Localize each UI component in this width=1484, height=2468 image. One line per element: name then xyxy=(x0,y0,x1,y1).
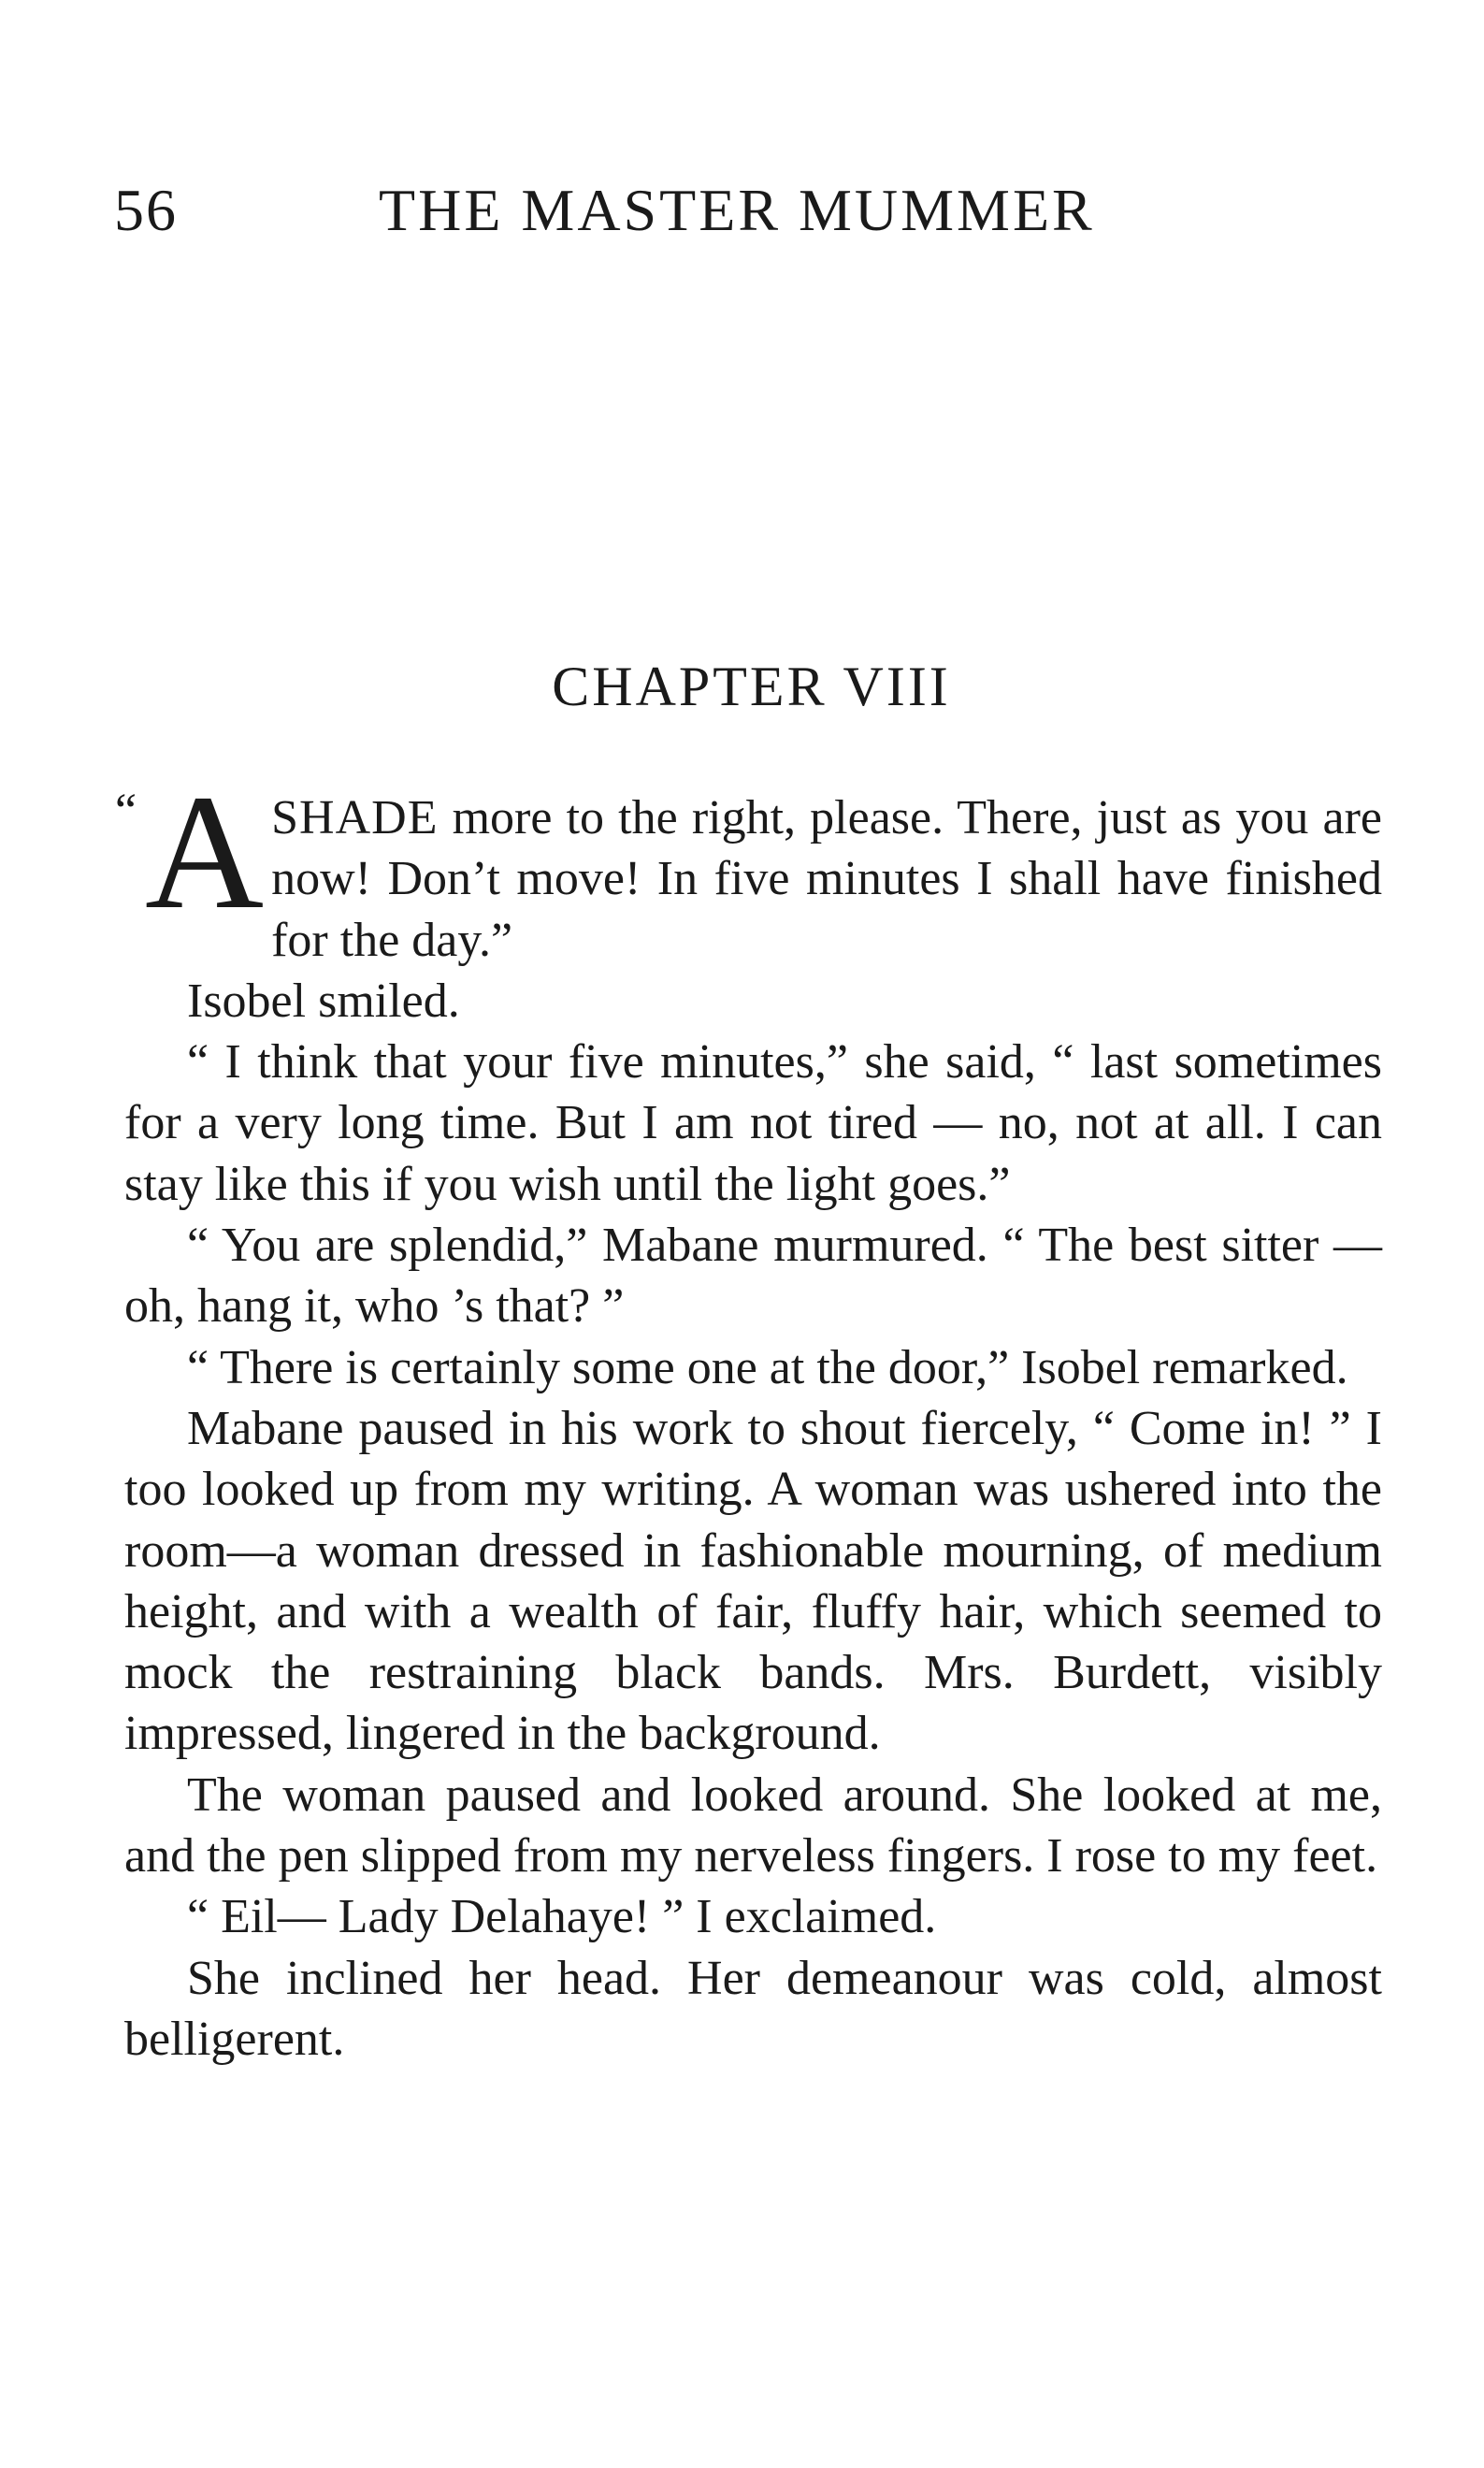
running-head xyxy=(114,176,1115,251)
paragraph: Isobel smiled. xyxy=(187,974,460,1028)
paragraph: “ I think that your five minutes,” she said, “ last sometimes for a very long time. But I am not tired — no, not at all. I can stay like this if you wish until the light goes.” xyxy=(124,1035,1382,1211)
page-number: 56 xyxy=(114,177,178,243)
paragraph xyxy=(115,761,1382,971)
body-text xyxy=(115,761,1382,2070)
paragraph: Mabane paused in his work to shout fiercely, “ Come in! ” I too looked up from my writing. A woman was ushered into the room—a woman dressed in fashionable mourning, of medium height, and with a wealth of fair, fluffy hair, which seemed to mock the restraining black bands. Mrs. Burdett, visibly impressed, lingered in the background. xyxy=(124,1401,1382,1761)
drop-cap-letter: A xyxy=(145,761,265,944)
opening-quote: “ xyxy=(115,785,137,838)
paragraph: She inclined her head. Her demeanour was cold, almost belligerent. xyxy=(124,1951,1382,2066)
paragraph-text: more to the right, please. There, just as you are now! Don’t move! In five minutes I shall have finished for the day.” xyxy=(271,791,1382,967)
paragraph: The woman paused and looked around. She looked at me, and the pen slipped from my nerveless fingers. I rose to my feet. xyxy=(124,1768,1382,1883)
small-caps-lead: SHADE xyxy=(271,791,439,844)
paragraph: “ There is certainly some one at the door,” Isobel remarked. xyxy=(187,1340,1348,1394)
drop-cap xyxy=(115,761,265,944)
chapter-title: CHAPTER VIII xyxy=(552,656,951,717)
chapter-heading xyxy=(0,655,1484,719)
paragraph: “ Eil— Lady Delahaye! ” I exclaimed. xyxy=(187,1890,937,1944)
paragraph: “ You are splendid,” Mabane murmured. “ The best sitter — oh, hang it, who ’s that? ” xyxy=(124,1219,1382,1334)
running-title: THE MASTER MUMMER xyxy=(379,177,1095,243)
